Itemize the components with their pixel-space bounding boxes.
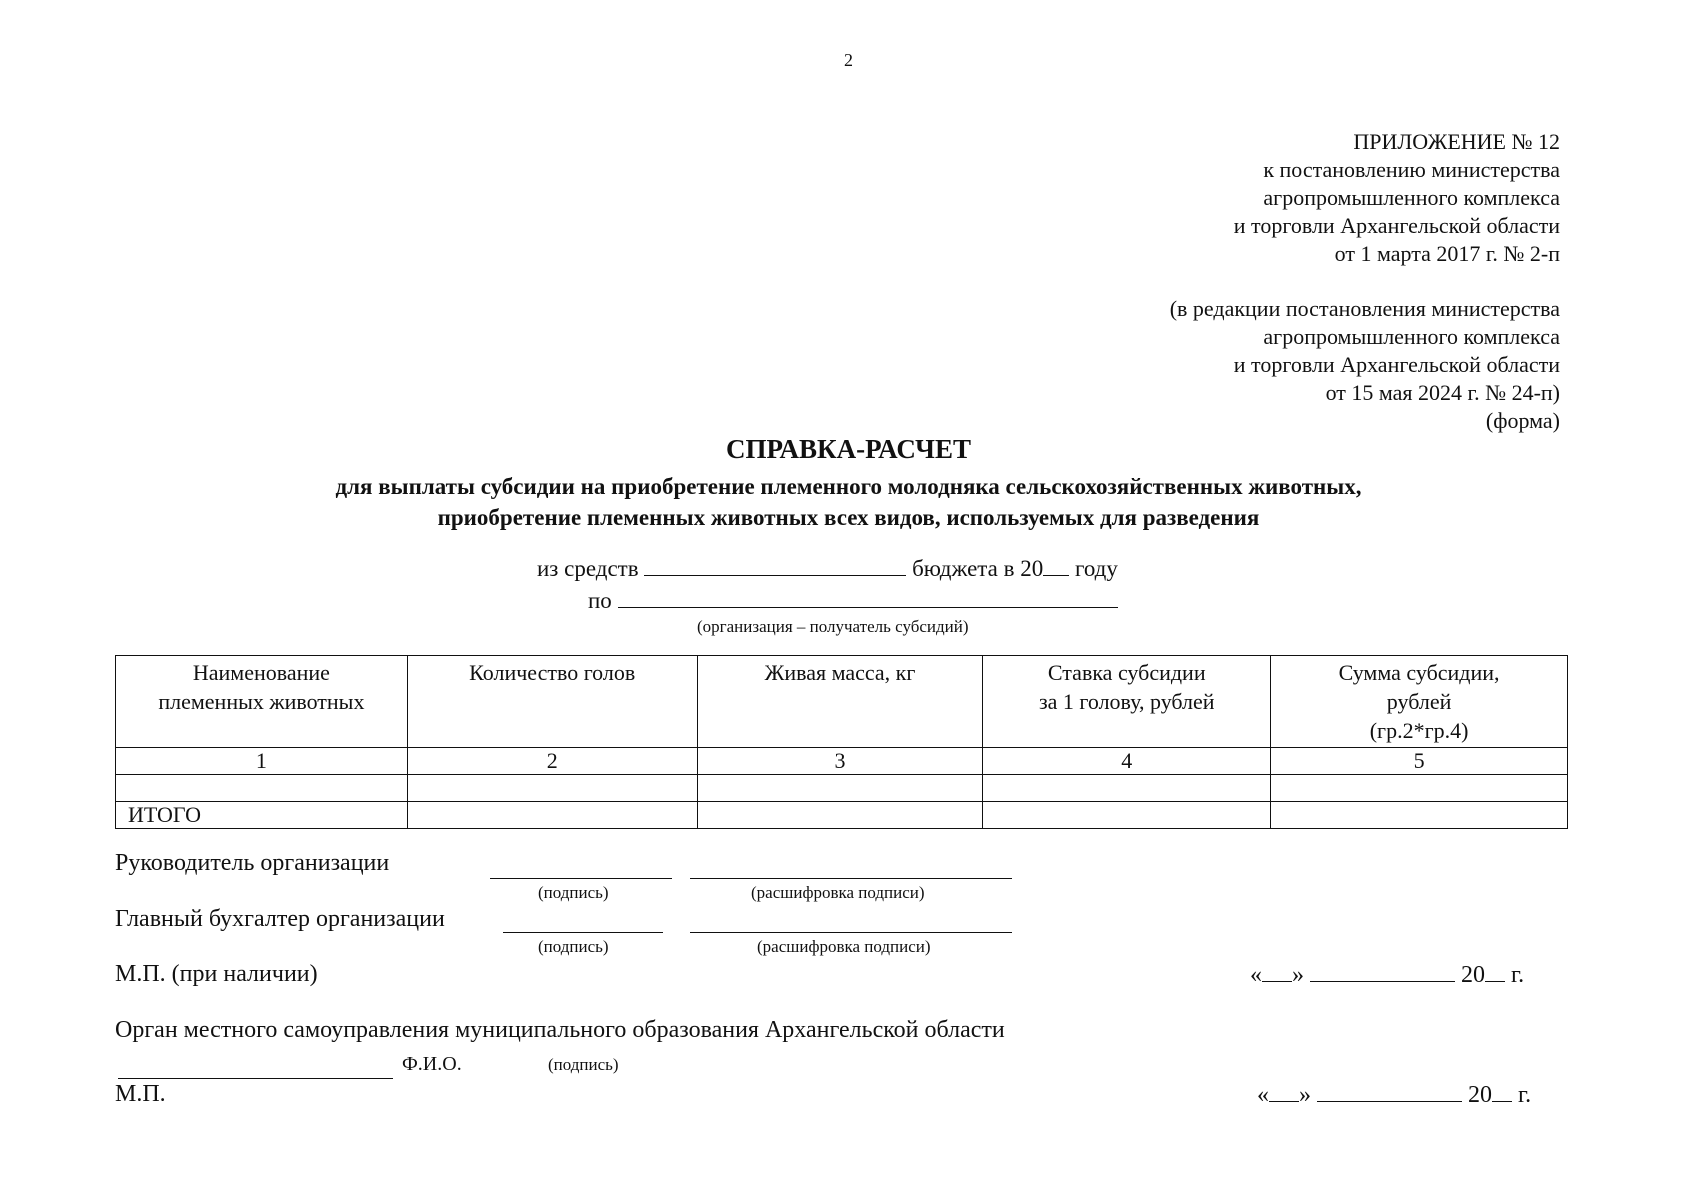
form-label: (форма) [1485, 408, 1560, 433]
column-number: 2 [407, 748, 697, 775]
header-live-weight [697, 656, 983, 748]
budget-middle: бюджета в 20 [912, 556, 1044, 581]
header-text: Наименование [192, 660, 330, 685]
head-label: Руководитель организации [115, 850, 390, 876]
accountant-signature-caption: (подпись) [538, 937, 609, 956]
column-number: 4 [983, 748, 1271, 775]
accountant-decode-caption: (расшифровка подписи) [757, 937, 931, 956]
date-month-field[interactable] [1310, 961, 1455, 982]
subtitle-line: для выплаты субсидии на приобретение племенного молодняка сельскохозяйственных животных, [335, 474, 1362, 499]
local-gov-signature-caption: (подпись) [548, 1055, 619, 1074]
appendix-line: ПРИЛОЖЕНИЕ № 12 [1353, 129, 1560, 154]
table-cell[interactable] [407, 775, 697, 802]
header-text: Ставка субсидии [1047, 660, 1206, 685]
accountant-decode-line[interactable] [690, 932, 1012, 933]
page-number: 2 [844, 50, 853, 70]
local-gov-label: Орган местного самоуправления муниципального образования Архангельской области [115, 1017, 1005, 1043]
budget-prefix: из средств [537, 556, 639, 581]
head-signature-line[interactable] [490, 878, 672, 879]
header-text: рублей [1386, 689, 1452, 714]
head-signature-caption: (подпись) [538, 883, 609, 902]
accountant-signature-line[interactable] [503, 932, 663, 933]
date-quote-open: « [1257, 1082, 1269, 1108]
date-quote-close: » [1299, 1082, 1311, 1108]
column-number: 3 [697, 748, 983, 775]
table-header-row [116, 656, 1568, 748]
redaction-line: (в редакции постановления министерства [1169, 296, 1560, 321]
date-month-field[interactable] [1317, 1081, 1462, 1102]
document-subtitle [0, 471, 1697, 533]
appendix-line: к постановлению министерства [1263, 157, 1560, 182]
date-year: 20 [1468, 1082, 1492, 1108]
total-cell[interactable] [983, 802, 1271, 829]
date-day-field[interactable] [1269, 1081, 1299, 1102]
fio-label: Ф.И.О. [402, 1053, 462, 1075]
header-text: Сумма субсидии, [1338, 660, 1500, 685]
date-field-2 [1257, 1081, 1531, 1109]
redaction-note [1170, 295, 1560, 435]
appendix-line: агропромышленного комплекса [1263, 185, 1560, 210]
budget-source-field[interactable] [644, 555, 906, 576]
head-decode-line[interactable] [690, 878, 1012, 879]
total-label: ИТОГО [116, 802, 408, 829]
redaction-line: от 15 мая 2024 г. № 24-п) [1325, 380, 1560, 405]
column-number: 5 [1271, 748, 1568, 775]
total-cell[interactable] [1271, 802, 1568, 829]
appendix-line: и торговли Архангельской области [1233, 213, 1560, 238]
appendix-header [1234, 128, 1560, 268]
budget-year-field[interactable] [1043, 555, 1069, 576]
org-name-field[interactable] [618, 587, 1118, 608]
table-cell[interactable] [983, 775, 1271, 802]
column-number: 1 [116, 748, 408, 775]
table-cell[interactable] [116, 775, 408, 802]
redaction-line: и торговли Архангельской области [1233, 352, 1560, 377]
stamp-label: М.П. (при наличии) [115, 961, 318, 987]
budget-line [537, 555, 1118, 582]
column-number-row [116, 748, 1568, 775]
stamp-label-short: М.П. [115, 1081, 166, 1107]
org-caption: (организация – получатель субсидий) [697, 617, 969, 636]
table-cell[interactable] [697, 775, 983, 802]
date-year-field[interactable] [1492, 1081, 1512, 1102]
subsidy-table [115, 655, 1568, 829]
date-field [1250, 961, 1524, 989]
subtitle-line: приобретение племенных животных всех видов, используемых для разведения [437, 505, 1260, 530]
table-cell[interactable] [1271, 775, 1568, 802]
date-day-field[interactable] [1262, 961, 1292, 982]
date-quote-open: « [1250, 962, 1262, 988]
budget-suffix: году [1074, 556, 1118, 581]
date-quote-close: » [1292, 962, 1304, 988]
head-decode-caption: (расшифровка подписи) [751, 883, 925, 902]
date-year-field[interactable] [1485, 961, 1505, 982]
table-row [116, 775, 1568, 802]
total-cell[interactable] [407, 802, 697, 829]
date-suffix: г. [1511, 962, 1525, 988]
header-subsidy-sum [1271, 656, 1568, 748]
appendix-line: от 1 марта 2017 г. № 2-п [1334, 241, 1560, 266]
header-animal-name [116, 656, 408, 748]
date-year: 20 [1461, 962, 1485, 988]
date-suffix: г. [1518, 1082, 1532, 1108]
org-line [588, 587, 1118, 614]
accountant-label: Главный бухгалтер организации [115, 906, 445, 932]
local-gov-signature-line[interactable] [118, 1078, 393, 1079]
header-text: за 1 голову, рублей [1038, 689, 1215, 714]
total-row [116, 802, 1568, 829]
header-text: (гр.2*гр.4) [1369, 718, 1469, 743]
header-text: Живая масса, кг [764, 660, 916, 685]
document-title: СПРАВКА-РАСЧЕТ [726, 434, 971, 464]
redaction-line: агропромышленного комплекса [1263, 324, 1560, 349]
header-head-count [407, 656, 697, 748]
header-text: Количество голов [469, 660, 636, 685]
header-subsidy-rate [983, 656, 1271, 748]
header-text: племенных животных [158, 689, 365, 714]
org-prefix: по [588, 588, 612, 613]
total-cell[interactable] [697, 802, 983, 829]
